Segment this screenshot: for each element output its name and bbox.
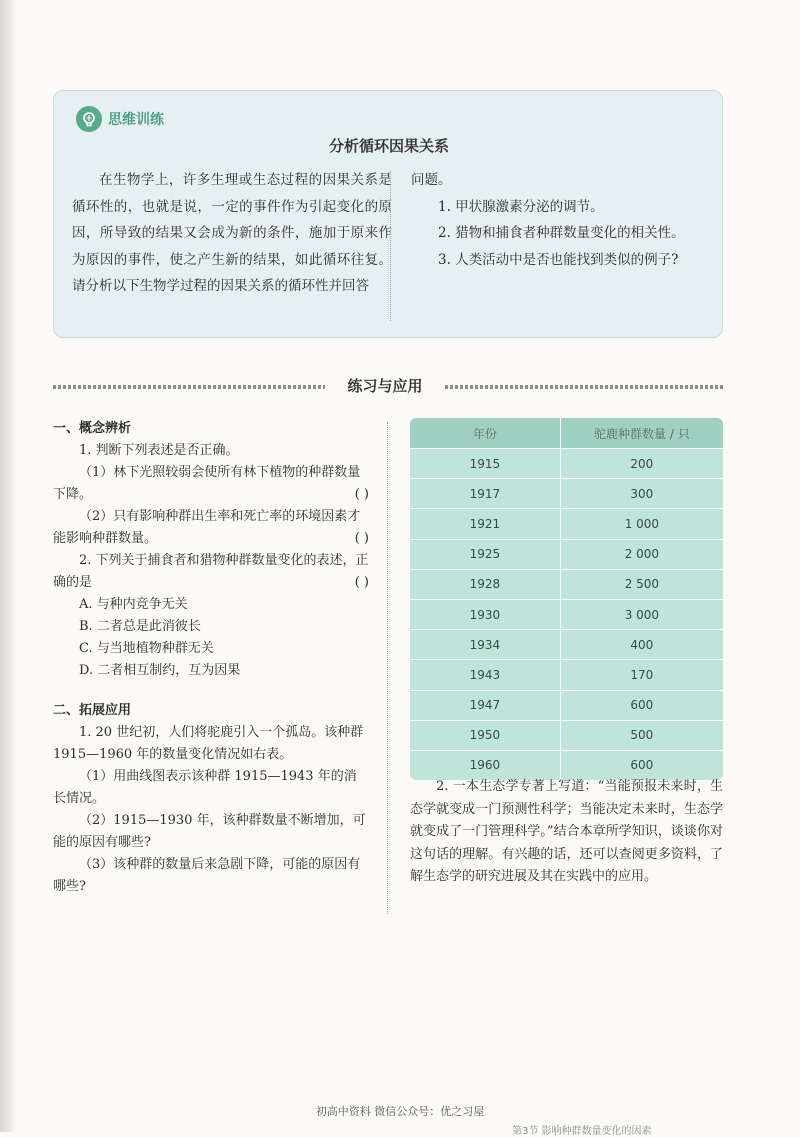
year-cell: 1960 [410,750,560,780]
table-row [410,720,723,750]
application-1-2: （2）1915—1930 年，该种群数量不断增加，可能的原因有哪些? [53,813,366,850]
table-row [410,630,723,660]
option-b: B. 二者总是此消彼长 [79,619,201,634]
count-cell: 600 [560,750,723,780]
thinking-training-box [53,90,723,338]
application-1-3: （3）该种群的数量后来急剧下降，可能的原因有哪些? [53,857,361,894]
year-cell: 1950 [410,720,560,750]
option-a: A. 与种内竞争无关 [79,597,188,612]
table-row [410,569,723,599]
section-title: 练习与应用 [347,377,423,395]
badge-label: 思维训练 [108,112,164,128]
year-cell: 1934 [410,630,560,660]
page-spine-shadow [0,0,16,1132]
application-heading: 二、拓展应用 [53,703,132,718]
year-cell: 1917 [410,479,560,509]
question-2: 2. 下列关于捕食者和猎物种群数量变化的表述，正确的是 ( ) [53,550,369,594]
section-rule-left [53,385,325,389]
think-item-3: 3. 人类活动中是否也能找到类似的例子? [438,251,679,268]
moose-population-table [410,418,723,780]
option-c: C. 与当地植物种群无关 [79,641,214,656]
table-row [410,599,723,629]
brain-icon [76,106,102,132]
application-1: 1. 20 世纪初，人们将驼鹿引入一个孤岛。该种群 1915—1960 年的数量变化情况如右表。 [53,725,364,762]
question-1: 1. 判断下列表述是否正确。 [79,443,239,458]
question-1-1: （1）林下光照较弱会使所有林下植物的种群数量下降。 ( ) [53,462,369,506]
year-cell: 1947 [410,690,560,720]
column-divider [387,422,388,914]
count-cell: 500 [560,720,723,750]
table-row [410,449,723,479]
count-cell: 200 [560,449,723,479]
year-cell: 1930 [410,599,560,629]
think-divider [390,171,391,321]
table-row [410,509,723,539]
answer-bracket: ( ) [354,531,369,546]
year-cell: 1928 [410,569,560,599]
think-item-1: 1. 甲状腺激素分泌的调节。 [438,198,604,215]
table-row [410,690,723,720]
section-rule-right [445,385,723,389]
table-header-row [410,418,723,449]
count-cell: 170 [560,660,723,690]
count-cell: 2 000 [560,539,723,569]
application-2: 2. 一本生态学专著上写道：“当能预报未来时，生态学就变成一门预测性科学；当能决定未来时，生态学就变成了一门管理科学。”结合本章所学知识，谈谈你对这句话的理解。有兴趣的话，还可以查阅更多资料，了解生态学的研究进展及其在实践中的应用。 [410,779,723,884]
count-cell: 400 [560,630,723,660]
year-cell: 1943 [410,660,560,690]
think-continuation: 问题。 [411,172,452,188]
year-cell: 1921 [410,509,560,539]
thinking-training-badge [76,106,164,132]
count-cell: 3 000 [560,599,723,629]
running-head: 第3节 影响种群数量变化的因素 [512,1126,652,1137]
year-cell: 1915 [410,449,560,479]
table-row [410,539,723,569]
count-cell: 600 [560,690,723,720]
count-cell: 300 [560,479,723,509]
answer-bracket: ( ) [354,487,369,502]
application-1-1: （1）用曲线图表示该种群 1915—1943 年的消长情况。 [53,769,357,806]
table-row [410,660,723,690]
table-body [410,449,723,781]
year-cell: 1925 [410,539,560,569]
think-right-text [411,167,711,273]
think-title: 分析循环因果关系 [328,137,449,155]
count-cell: 1 000 [560,509,723,539]
column-header-count: 驼鹿种群数量 / 只 [560,418,723,449]
count-cell: 2 500 [560,569,723,599]
think-left-text: 在生物学上，许多生理或生态过程的因果关系是循环性的，也就是说，一定的事件作为引起变化的原因，所导致的结果又会成为新的条件，施加于原来作为原因的事件，使之产生新的结果，如此循环往复。请分析以下生物学过程的因果关系的循环性并回答 [72,172,392,294]
think-item-2: 2. 猎物和捕食者种群数量变化的相关性。 [438,225,685,241]
option-d: D. 二者相互制约，互为因果 [79,663,241,678]
table-row [410,479,723,509]
answer-bracket: ( ) [354,575,369,590]
question-1-2: （2）只有影响种群出生率和死亡率的环境因素才能影响种群数量。 ( ) [53,506,369,550]
footer-watermark: 初高中资料 微信公众号：优之习屋 [315,1105,485,1118]
concept-heading: 一、概念辨析 [53,421,132,436]
column-header-year: 年份 [410,418,560,449]
exercise-left-column [53,410,369,898]
